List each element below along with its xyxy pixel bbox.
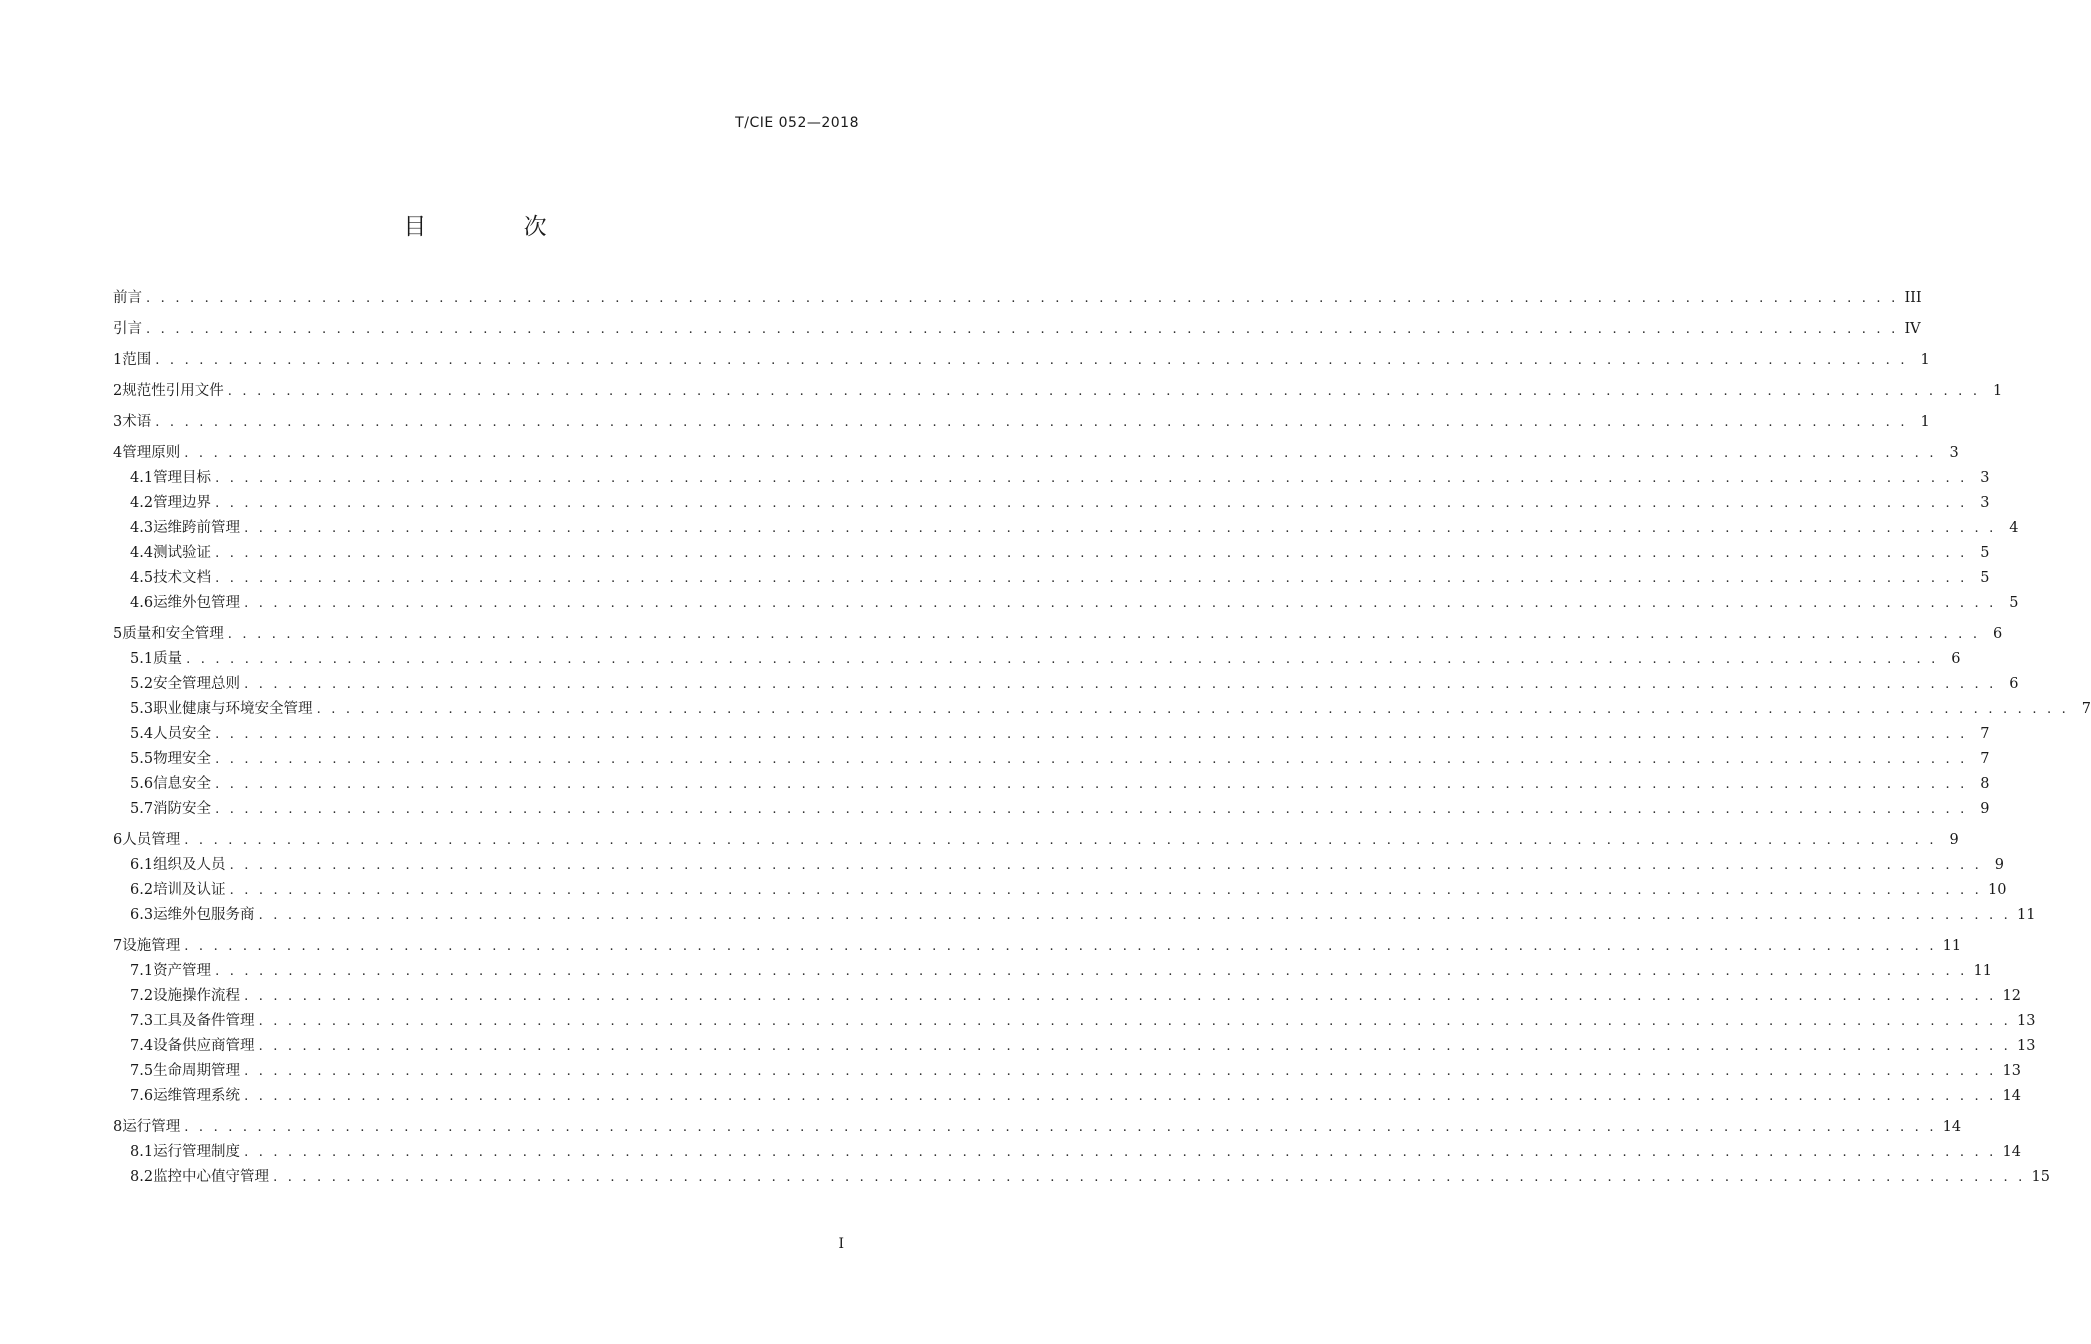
toc-entry[interactable]	[113, 853, 2004, 878]
toc-entry-number: 3	[113, 414, 123, 430]
toc-entry-label: 资产管理	[153, 963, 212, 979]
toc-entry-page: 13	[2002, 1063, 2021, 1079]
toc-entry-number: 6.1	[130, 857, 154, 873]
dot-leader: . . . . . . . . . . . . . . . . . . . . . . . . . . . . . . . . . . . . . . . . . . . . . . . . . . . . . . . . . . . . . . . . . . . . . . . . . . . . . . . . . . . . . . . . . . . . . . . . . . . . . . . . . . . . . . . . . . . . . . . .	[184, 833, 1937, 848]
toc-entry[interactable]	[113, 441, 1959, 466]
dot-leader: . . . . . . . . . . . . . . . . . . . . . . . . . . . . . . . . . . . . . . . . . . . . . . . . . . . . . . . . . . . . . . . . . . . . . . . . . . . . . . . . . . . . . . . . . . . . . . . . . . . . . . . . . . . . . . . . . . . . . . . .	[258, 1014, 2011, 1029]
dot-leader: . . . . . . . . . . . . . . . . . . . . . . . . . . . . . . . . . . . . . . . . . . . . . . . . . . . . . . . . . . . . . . . . . . . . . . . . . . . . . . . . . . . . . . . . . . . . . . . . . . . . . . . . . . . . . . . . . . . . . . . .	[215, 802, 1968, 817]
toc-entry-label: 管理原则	[122, 445, 181, 461]
dot-leader: . . . . . . . . . . . . . . . . . . . . . . . . . . . . . . . . . . . . . . . . . . . . . . . . . . . . . . . . . . . . . . . . . . . . . . . . . . . . . . . . . . . . . . . . . . . . . . . . . . . . . . . . . . . . . . . . . . . . . . . .	[258, 1039, 2011, 1054]
toc-entry-page: 11	[2017, 907, 2036, 923]
toc-entry-number: 2	[113, 383, 123, 399]
dot-leader: . . . . . . . . . . . . . . . . . . . . . . . . . . . . . . . . . . . . . . . . . . . . . . . . . . . . . . . . . . . . . . . . . . . . . . . . . . . . . . . . . . . . . . . . . . . . . . . . . . . . . . . . . . . . . . . . . . . . . . . .	[258, 908, 2011, 923]
toc-entry-number: 5.4	[130, 726, 154, 742]
toc-entry-label: 设施操作流程	[153, 988, 241, 1004]
toc-entry-page: 5	[2009, 595, 2019, 611]
toc-entry[interactable]	[113, 1115, 1962, 1140]
toc-entry-label: 质量	[153, 651, 183, 667]
toc-entry-label: 人员安全	[153, 726, 212, 742]
toc-entry-page: 9	[1994, 857, 2004, 873]
dot-leader: . . . . . . . . . . . . . . . . . . . . . . . . . . . . . . . . . . . . . . . . . . . . . . . . . . . . . . . . . . . . . . . . . . . . . . . . . . . . . . . . . . . . . . . . . . . . . . . . . . . . . . . . . . . . . . . . . . . . . . . .	[244, 1145, 1997, 1160]
toc-entry-number: 5.3	[130, 701, 154, 717]
toc-entry-number: 7.5	[130, 1063, 154, 1079]
dot-leader: . . . . . . . . . . . . . . . . . . . . . . . . . . . . . . . . . . . . . . . . . . . . . . . . . . . . . . . . . . . . . . . . . . . . . . . . . . . . . . . . . . . . . . . . . . . . . . . . . . . . . . . . . . . . . . . . . . . . . . . .	[229, 883, 1982, 898]
toc-entry[interactable]	[113, 1059, 2021, 1084]
toc-entry-page: 3	[1949, 445, 1959, 461]
dot-leader: . . . . . . . . . . . . . . . . . . . . . . . . . . . . . . . . . . . . . . . . . . . . . . . . . . . . . . . . . . . . . . . . . . . . . . . . . . . . . . . . . . . . . . . . . . . . . . . . . . . . . . . . . . . . . . . . . . . . . . . .	[155, 353, 1908, 368]
toc-entry-label: 技术文档	[153, 570, 212, 586]
toc-entry[interactable]	[113, 516, 2019, 541]
toc-entry[interactable]	[113, 878, 2007, 903]
toc-entry[interactable]	[113, 984, 2021, 1009]
dot-leader: . . . . . . . . . . . . . . . . . . . . . . . . . . . . . . . . . . . . . . . . . . . . . . . . . . . . . . . . . . . . . . . . . . . . . . . . . . . . . . . . . . . . . . . . . . . . . . . . . . . . . . . . . . . . . . . . . . . . . . . .	[244, 1089, 1997, 1104]
toc-entry-number: 5	[113, 626, 123, 642]
dot-leader: . . . . . . . . . . . . . . . . . . . . . . . . . . . . . . . . . . . . . . . . . . . . . . . . . . . . . . . . . . . . . . . . . . . . . . . . . . . . . . . . . . . . . . . . . . . . . . . . . . . . . . . . . . . . . . . . . . . . . . . .	[316, 702, 2069, 717]
toc-entry[interactable]	[113, 1009, 2036, 1034]
dot-leader: . . . . . . . . . . . . . . . . . . . . . . . . . . . . . . . . . . . . . . . . . . . . . . . . . . . . . . . . . . . . . . . . . . . . . . . . . . . . . . . . . . . . . . . . . . . . . . . . . . . . . . . . . . . . . . . . . . . . . . . .	[155, 415, 1908, 430]
toc-entry-page: 13	[2017, 1038, 2036, 1054]
toc-entry-page: 1	[1920, 414, 1930, 430]
toc-entry-label: 信息安全	[153, 776, 212, 792]
toc-entry-number: 4.2	[130, 495, 154, 511]
toc-entry-label: 物理安全	[153, 751, 212, 767]
dot-leader: . . . . . . . . . . . . . . . . . . . . . . . . . . . . . . . . . . . . . . . . . . . . . . . . . . . . . . . . . . . . . . . . . . . . . . . . . . . . . . . . . . . . . . . . . . . . . . . . . . . . . . . . . . . . . . . . . . . . . . . .	[146, 291, 1899, 306]
toc-entry-number: 4.4	[130, 545, 154, 561]
toc-entry-label: 范围	[122, 352, 152, 368]
dot-leader: . . . . . . . . . . . . . . . . . . . . . . . . . . . . . . . . . . . . . . . . . . . . . . . . . . . . . . . . . . . . . . . . . . . . . . . . . . . . . . . . . . . . . . . . . . . . . . . . . . . . . . . . . . . . . . . . . . . . . . . .	[244, 1064, 1997, 1079]
toc-entry-page: 9	[1980, 801, 1990, 817]
dot-leader: . . . . . . . . . . . . . . . . . . . . . . . . . . . . . . . . . . . . . . . . . . . . . . . . . . . . . . . . . . . . . . . . . . . . . . . . . . . . . . . . . . . . . . . . . . . . . . . . . . . . . . . . . . . . . . . . . . . . . . . .	[186, 652, 1939, 667]
toc-entry-label: 管理目标	[153, 470, 212, 486]
toc-entry-page: 3	[1980, 470, 1990, 486]
toc-entry-number: 4.1	[130, 470, 154, 486]
toc-entry[interactable]	[113, 317, 1921, 342]
toc-entry-number: 6	[113, 832, 123, 848]
toc-entry-number: 6.2	[130, 882, 154, 898]
toc-entry[interactable]	[113, 1165, 2050, 1190]
toc-entry-page: 7	[1980, 751, 1990, 767]
toc-entry-page: 11	[1973, 963, 1992, 979]
toc-entry[interactable]	[113, 566, 1990, 591]
toc-entry-number: 4.3	[130, 520, 154, 536]
toc-entry-label: 引言	[113, 321, 142, 337]
toc-entry-page: 6	[1992, 626, 2003, 642]
toc-entry-page: 7	[1980, 726, 1990, 742]
toc-entry[interactable]	[113, 379, 2003, 404]
toc-entry[interactable]	[113, 410, 1930, 435]
toc-entry-label: 职业健康与环境安全管理	[153, 701, 313, 717]
toc-entry[interactable]	[113, 828, 1959, 853]
toc-entry-label: 运维管理系统	[153, 1088, 241, 1104]
toc-entry-label: 监控中心值守管理	[153, 1169, 270, 1185]
toc-entry-page: 14	[1942, 1119, 1962, 1135]
toc-entry-label: 运行管理制度	[153, 1144, 241, 1160]
toc-entry-page: 11	[1942, 938, 1962, 954]
toc-entry-page: 15	[2031, 1169, 2050, 1185]
toc-entry-number: 1	[113, 352, 123, 368]
toc-entry[interactable]	[113, 722, 1990, 747]
toc-entry-label: 安全管理总则	[153, 676, 241, 692]
toc-entry[interactable]	[113, 591, 2019, 616]
toc-entry-number: 5.7	[130, 801, 154, 817]
toc-entry-number: 5.2	[130, 676, 154, 692]
toc-entry-page: 9	[1949, 832, 1959, 848]
toc-entry-number: 8	[113, 1119, 123, 1135]
toc-entry-page: 7	[2081, 701, 2091, 717]
dot-leader: . . . . . . . . . . . . . . . . . . . . . . . . . . . . . . . . . . . . . . . . . . . . . . . . . . . . . . . . . . . . . . . . . . . . . . . . . . . . . . . . . . . . . . . . . . . . . . . . . . . . . . . . . . . . . . . . . . . . . . . .	[215, 496, 1968, 511]
toc-entry-label: 设备供应商管理	[153, 1038, 255, 1054]
toc-entry[interactable]	[113, 491, 1990, 516]
toc-entry[interactable]	[113, 647, 1961, 672]
toc-entry-label: 人员管理	[122, 832, 181, 848]
toc-entry-page: 1	[1920, 352, 1930, 368]
toc-entry[interactable]	[113, 672, 2019, 697]
toc-entry-label: 管理边界	[153, 495, 212, 511]
dot-leader: . . . . . . . . . . . . . . . . . . . . . . . . . . . . . . . . . . . . . . . . . . . . . . . . . . . . . . . . . . . . . . . . . . . . . . . . . . . . . . . . . . . . . . . . . . . . . . . . . . . . . . . . . . . . . . . . . . . . . . . .	[184, 939, 1937, 954]
dot-leader: . . . . . . . . . . . . . . . . . . . . . . . . . . . . . . . . . . . . . . . . . . . . . . . . . . . . . . . . . . . . . . . . . . . . . . . . . . . . . . . . . . . . . . . . . . . . . . . . . . . . . . . . . . . . . . . . . . . . . . . .	[244, 521, 1997, 536]
dot-leader: . . . . . . . . . . . . . . . . . . . . . . . . . . . . . . . . . . . . . . . . . . . . . . . . . . . . . . . . . . . . . . . . . . . . . . . . . . . . . . . . . . . . . . . . . . . . . . . . . . . . . . . . . . . . . . . . . . . . . . . .	[244, 677, 1997, 692]
toc-entry-number: 5.5	[130, 751, 154, 767]
dot-leader: . . . . . . . . . . . . . . . . . . . . . . . . . . . . . . . . . . . . . . . . . . . . . . . . . . . . . . . . . . . . . . . . . . . . . . . . . . . . . . . . . . . . . . . . . . . . . . . . . . . . . . . . . . . . . . . . . . . . . . . .	[215, 546, 1968, 561]
toc-entry-label: 规范性引用文件	[122, 383, 224, 399]
dot-leader: . . . . . . . . . . . . . . . . . . . . . . . . . . . . . . . . . . . . . . . . . . . . . . . . . . . . . . . . . . . . . . . . . . . . . . . . . . . . . . . . . . . . . . . . . . . . . . . . . . . . . . . . . . . . . . . . . . . . . . . .	[184, 446, 1937, 461]
toc-entry[interactable]	[113, 541, 1990, 566]
toc-entry[interactable]	[113, 466, 1990, 491]
toc-entry-page: 14	[2002, 1088, 2021, 1104]
toc-entry-page: 4	[2009, 520, 2019, 536]
toc-entry-number: 7.3	[130, 1013, 154, 1029]
toc-entry-number: 7.1	[130, 963, 154, 979]
dot-leader: . . . . . . . . . . . . . . . . . . . . . . . . . . . . . . . . . . . . . . . . . . . . . . . . . . . . . . . . . . . . . . . . . . . . . . . . . . . . . . . . . . . . . . . . . . . . . . . . . . . . . . . . . . . . . . . . . . . . . . . .	[227, 384, 1981, 399]
toc-entry[interactable]	[113, 747, 1990, 772]
toc-entry-label: 运维外包服务商	[153, 907, 255, 923]
toc-entry-page: 13	[2017, 1013, 2036, 1029]
toc-entry-label: 消防安全	[153, 801, 212, 817]
dot-leader: . . . . . . . . . . . . . . . . . . . . . . . . . . . . . . . . . . . . . . . . . . . . . . . . . . . . . . . . . . . . . . . . . . . . . . . . . . . . . . . . . . . . . . . . . . . . . . . . . . . . . . . . . . . . . . . . . . . . . . . .	[146, 322, 1899, 337]
toc-entry[interactable]	[113, 348, 1930, 373]
toc-entry[interactable]	[113, 697, 2091, 722]
toc-entry-number: 4	[113, 445, 123, 461]
dot-leader: . . . . . . . . . . . . . . . . . . . . . . . . . . . . . . . . . . . . . . . . . . . . . . . . . . . . . . . . . . . . . . . . . . . . . . . . . . . . . . . . . . . . . . . . . . . . . . . . . . . . . . . . . . . . . . . . . . . . . . . .	[184, 1120, 1937, 1135]
toc-entry-label: 设施管理	[122, 938, 181, 954]
toc-entry-number: 4.5	[130, 570, 154, 586]
dot-leader: . . . . . . . . . . . . . . . . . . . . . . . . . . . . . . . . . . . . . . . . . . . . . . . . . . . . . . . . . . . . . . . . . . . . . . . . . . . . . . . . . . . . . . . . . . . . . . . . . . . . . . . . . . . . . . . . . . . . . . . .	[215, 727, 1968, 742]
dot-leader: . . . . . . . . . . . . . . . . . . . . . . . . . . . . . . . . . . . . . . . . . . . . . . . . . . . . . . . . . . . . . . . . . . . . . . . . . . . . . . . . . . . . . . . . . . . . . . . . . . . . . . . . . . . . . . . . . . . . . . . .	[229, 858, 1982, 873]
toc-entry[interactable]	[113, 959, 1992, 984]
toc-entry[interactable]	[113, 772, 1990, 797]
dot-leader: . . . . . . . . . . . . . . . . . . . . . . . . . . . . . . . . . . . . . . . . . . . . . . . . . . . . . . . . . . . . . . . . . . . . . . . . . . . . . . . . . . . . . . . . . . . . . . . . . . . . . . . . . . . . . . . . . . . . . . . .	[244, 596, 1997, 611]
dot-leader: . . . . . . . . . . . . . . . . . . . . . . . . . . . . . . . . . . . . . . . . . . . . . . . . . . . . . . . . . . . . . . . . . . . . . . . . . . . . . . . . . . . . . . . . . . . . . . . . . . . . . . . . . . . . . . . . . . . . . . . .	[215, 571, 1968, 586]
page-title: 目 次	[403, 214, 592, 240]
toc-entry-page: 14	[2002, 1144, 2021, 1160]
footer-page-number: I	[838, 1236, 844, 1252]
toc-entry[interactable]	[113, 903, 2036, 928]
dot-leader: . . . . . . . . . . . . . . . . . . . . . . . . . . . . . . . . . . . . . . . . . . . . . . . . . . . . . . . . . . . . . . . . . . . . . . . . . . . . . . . . . . . . . . . . . . . . . . . . . . . . . . . . . . . . . . . . . . . . . . . .	[215, 471, 1968, 486]
dot-leader: . . . . . . . . . . . . . . . . . . . . . . . . . . . . . . . . . . . . . . . . . . . . . . . . . . . . . . . . . . . . . . . . . . . . . . . . . . . . . . . . . . . . . . . . . . . . . . . . . . . . . . . . . . . . . . . . . . . . . . . .	[273, 1170, 2026, 1185]
toc-entry-label: 工具及备件管理	[153, 1013, 255, 1029]
toc-entry-label: 运维跨前管理	[153, 520, 241, 536]
toc-entry-label: 培训及认证	[153, 882, 226, 898]
toc-entry-label: 测试验证	[153, 545, 212, 561]
toc-entry-number: 8.1	[130, 1144, 154, 1160]
toc-entry-page: 6	[2009, 676, 2019, 692]
toc-entry[interactable]	[113, 1034, 2036, 1059]
toc-entry-number: 5.6	[130, 776, 154, 792]
toc-entry-label: 运维外包管理	[153, 595, 241, 611]
toc-entry-page: 5	[1980, 545, 1990, 561]
toc-entry-number: 7.2	[130, 988, 154, 1004]
toc-entry-page: 12	[2002, 988, 2021, 1004]
toc-entry-page: 8	[1980, 776, 1990, 792]
toc-entry[interactable]	[113, 1140, 2021, 1165]
toc-entry[interactable]	[113, 934, 1962, 959]
toc-entry-page: III	[1904, 290, 1922, 306]
toc-entry-number: 8.2	[130, 1169, 154, 1185]
toc-entry-page: 5	[1980, 570, 1990, 586]
document-code: T/CIE 052—2018	[735, 115, 859, 131]
toc-entry-number: 7	[113, 938, 123, 954]
dot-leader: . . . . . . . . . . . . . . . . . . . . . . . . . . . . . . . . . . . . . . . . . . . . . . . . . . . . . . . . . . . . . . . . . . . . . . . . . . . . . . . . . . . . . . . . . . . . . . . . . . . . . . . . . . . . . . . . . . . . . . . .	[244, 989, 1997, 1004]
toc-entry-number: 7.4	[130, 1038, 154, 1054]
table-of-contents	[113, 286, 2091, 1190]
dot-leader: . . . . . . . . . . . . . . . . . . . . . . . . . . . . . . . . . . . . . . . . . . . . . . . . . . . . . . . . . . . . . . . . . . . . . . . . . . . . . . . . . . . . . . . . . . . . . . . . . . . . . . . . . . . . . . . . . . . . . . . .	[215, 752, 1968, 767]
dot-leader: . . . . . . . . . . . . . . . . . . . . . . . . . . . . . . . . . . . . . . . . . . . . . . . . . . . . . . . . . . . . . . . . . . . . . . . . . . . . . . . . . . . . . . . . . . . . . . . . . . . . . . . . . . . . . . . . . . . . . . . .	[215, 777, 1968, 792]
dot-leader: . . . . . . . . . . . . . . . . . . . . . . . . . . . . . . . . . . . . . . . . . . . . . . . . . . . . . . . . . . . . . . . . . . . . . . . . . . . . . . . . . . . . . . . . . . . . . . . . . . . . . . . . . . . . . . . . . . . . . . . .	[227, 627, 1981, 642]
toc-entry-number: 6.3	[130, 907, 154, 923]
toc-entry[interactable]	[113, 286, 1922, 311]
toc-entry[interactable]	[113, 797, 1990, 822]
toc-entry[interactable]	[113, 1084, 2021, 1109]
toc-entry-number: 4.6	[130, 595, 154, 611]
toc-entry-page: 6	[1951, 651, 1961, 667]
toc-entry-label: 运行管理	[122, 1119, 181, 1135]
toc-entry-page: 10	[1988, 882, 2007, 898]
toc-entry-label: 质量和安全管理	[122, 626, 224, 642]
toc-entry-page: 3	[1980, 495, 1990, 511]
toc-entry-number: 7.6	[130, 1088, 154, 1104]
toc-entry-label: 前言	[113, 290, 142, 306]
toc-entry-label: 术语	[122, 414, 152, 430]
toc-entry-label: 组织及人员	[153, 857, 226, 873]
dot-leader: . . . . . . . . . . . . . . . . . . . . . . . . . . . . . . . . . . . . . . . . . . . . . . . . . . . . . . . . . . . . . . . . . . . . . . . . . . . . . . . . . . . . . . . . . . . . . . . . . . . . . . . . . . . . . . . . . . . . . . . .	[215, 964, 1968, 979]
toc-entry-page: IV	[1904, 321, 1921, 337]
toc-entry-page: 1	[1992, 383, 2003, 399]
toc-entry-label: 生命周期管理	[153, 1063, 241, 1079]
toc-entry[interactable]	[113, 622, 2003, 647]
toc-entry-number: 5.1	[130, 651, 154, 667]
